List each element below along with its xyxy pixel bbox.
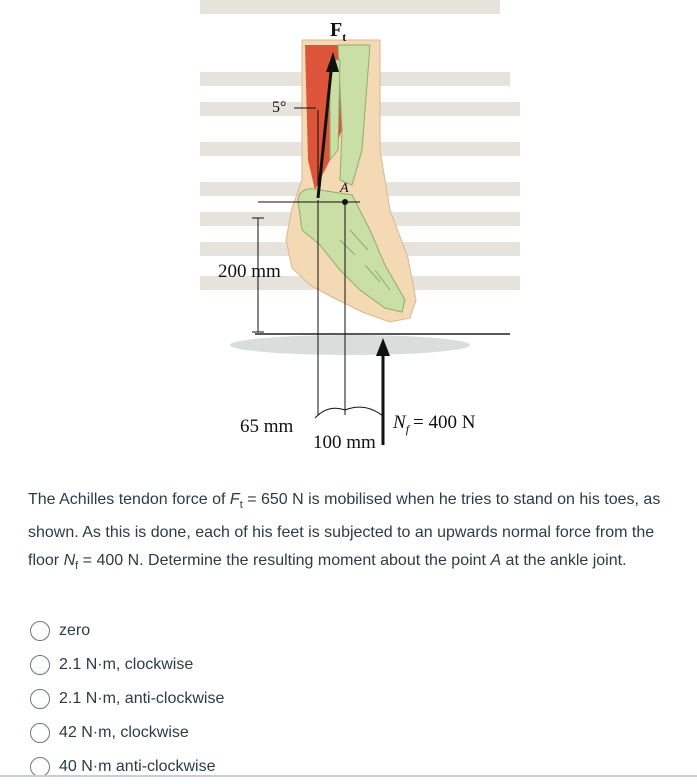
option-42-clockwise[interactable]: 42 N·m, clockwise bbox=[30, 716, 224, 750]
distance-65-label: 65 mm bbox=[240, 416, 294, 437]
radio-button[interactable] bbox=[30, 723, 50, 743]
force-ft-label: $F_t$ bbox=[330, 19, 347, 44]
option-2-1-clockwise[interactable]: 2.1 N·m, clockwise bbox=[30, 648, 224, 682]
distance-100-label: 100 mm bbox=[313, 432, 376, 453]
height-dimension-label: 200 mm bbox=[218, 261, 281, 282]
radio-button[interactable] bbox=[30, 689, 50, 709]
option-2-1-anticlockwise[interactable]: 2.1 N·m, anti-clockwise bbox=[30, 682, 224, 716]
question-text: The Achilles tendon force of $F_t = 650$ N is mobilised when he tries to stand on his toes, as shown. As this is done, each of his feet is subjected to an upwards normal force from the floor $N_f = 400$ N. Determine the resulting moment about the point A at the ankle joint. bbox=[28, 491, 661, 573]
normal-force-label: $N_f = 400$ N bbox=[393, 412, 476, 436]
radio-button[interactable] bbox=[30, 757, 50, 777]
radio-button[interactable] bbox=[30, 621, 50, 641]
answer-options bbox=[30, 614, 224, 784]
angle-label: 5° bbox=[272, 99, 287, 116]
option-40-anticlockwise[interactable]: 40 N·m anti-clockwise bbox=[30, 750, 224, 784]
foot-diagram bbox=[180, 0, 520, 470]
option-zero[interactable]: zero bbox=[30, 614, 224, 648]
foot-diagram-svg bbox=[180, 0, 520, 470]
radio-button[interactable] bbox=[30, 655, 50, 675]
floor-shadow bbox=[230, 335, 470, 355]
point-a-label: A bbox=[340, 181, 349, 196]
